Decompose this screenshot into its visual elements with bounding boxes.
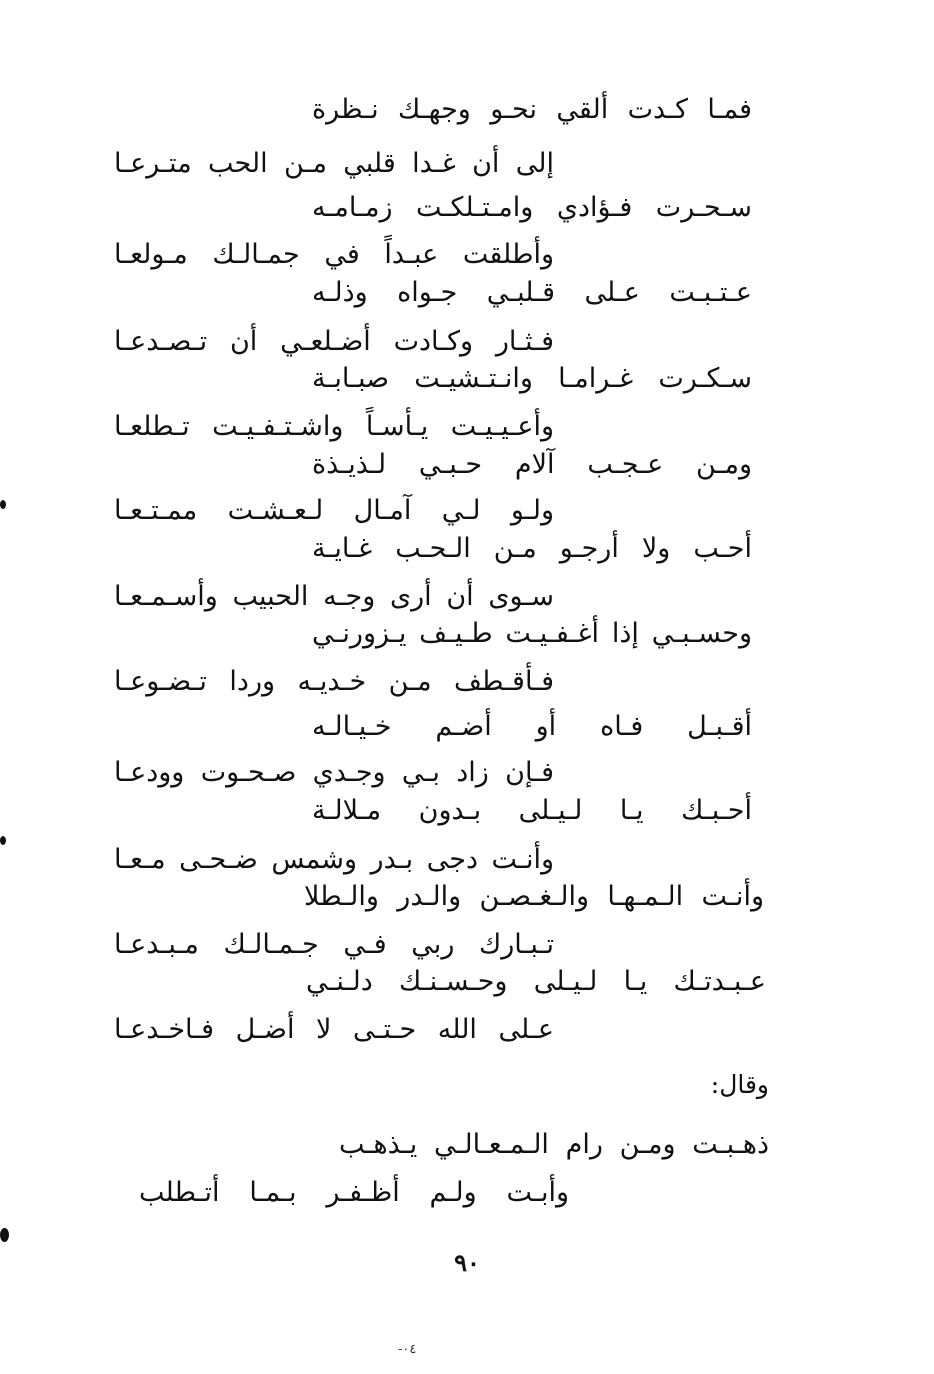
verse-9-second-hemistich: وأنـت دجى بـدر وشمس ضـحـى مـعـا [114, 844, 554, 875]
verse-1-first-hemistich: فمـا كـدت ألقي نحـو وجهـك نـظرة [312, 94, 752, 125]
verse-6-first-hemistich: أحـب ولا أرجـو مـن الـحـب غـايـة [312, 533, 752, 564]
verse-11-first-hemistich: عـبـدتـك يـا لـيـلى وحـسـنـك دلـنـي [306, 966, 766, 997]
closing-verse-first-hemistich: ذهـبـت ومـن رام الـمـعـالـي يـذهـب [339, 1129, 769, 1160]
section-intro: وقال: [710, 1070, 769, 1099]
verse-4-second-hemistich: وأعـيـيـت يـأسـاً واشـتـفـيـت تـطلعـا [114, 411, 554, 442]
closing-verse-second-hemistich: وأبـت ولـم أظـفـر بـمـا أتـطلب [139, 1177, 569, 1208]
scan-artifact-text: -٠٤ [398, 1342, 417, 1357]
verse-5-first-hemistich: ومـن عـجـب آلام حـبـي لـذيـذة [312, 449, 752, 480]
verse-11-second-hemistich: عـلى الله حـتـى لا أضـل فـاخـدعـا [114, 1014, 554, 1045]
verse-3-first-hemistich: عـتـبـت عـلى قـلبـي جـواه وذلـه [312, 277, 752, 308]
verse-4-first-hemistich: سـكـرت غـرامـا وانـتـشيـت صبـابـة [312, 363, 752, 394]
scan-mark [0, 500, 6, 509]
verse-8-second-hemistich: فـإن زاد بـي وجـدي صـحـوت وودعـا [114, 757, 554, 788]
scan-mark [0, 836, 6, 845]
verse-10-second-hemistich: تـبـارك ربي فـي جـمـالـك مـبـدعـا [114, 929, 554, 960]
verse-7-first-hemistich: وحسـبـي إذا أغـفـيـت طـيـف يـزورنـي [312, 618, 752, 649]
verse-1-second-hemistich: إلى أن غـدا قلبي مـن الحب متـرعـا [114, 148, 554, 179]
verse-2-first-hemistich: سـحـرت فـؤادي وامـتـلكـت زمـامـه [312, 192, 752, 223]
verse-10-first-hemistich: وأنـت الـمـهـا والـغـصـن والـدر والـطلا [304, 881, 764, 912]
verse-5-second-hemistich: ولـو لـي آمـال لـعـشـت ممـتـعـا [114, 495, 554, 526]
verse-6-second-hemistich: سـوى أن أرى وجـه الحبيب وأسـمـعـا [114, 581, 554, 612]
scan-mark [0, 1228, 9, 1242]
verse-3-second-hemistich: فـثـار وكـادت أضـلعـي أن تـصـدعـا [114, 326, 554, 357]
verse-8-first-hemistich: أقـبـل فـاه أو أضـم خـيـالـه [312, 711, 752, 742]
verse-2-second-hemistich: وأطلقت عبـداً في جمـالـك مـولعـا [114, 239, 554, 270]
verse-7-second-hemistich: فـأقـطف مـن خـديـه وردا تـضـوعـا [114, 666, 554, 697]
page-number: ٩٠ [454, 1248, 480, 1277]
verse-9-first-hemistich: أحـبـك يـا لـيـلى بـدون مـلالـة [312, 795, 752, 826]
